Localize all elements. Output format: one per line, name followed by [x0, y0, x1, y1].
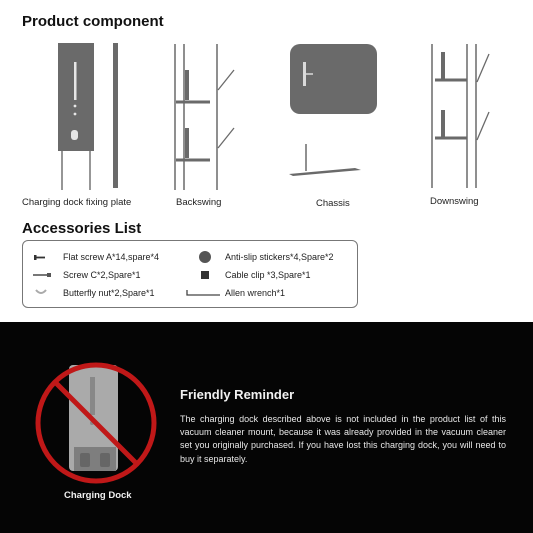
charging-dock-label: Charging Dock — [64, 490, 132, 501]
butterfly-nut-icon — [34, 287, 48, 297]
downswing-illustration — [427, 42, 497, 190]
fixing-plate-illustration — [50, 40, 130, 192]
accessory-anti-slip-stickers: Anti-slip stickers*4,Spare*2 — [225, 252, 334, 262]
friendly-reminder-title: Friendly Reminder — [180, 387, 295, 402]
part-label-downswing: Downswing — [430, 196, 479, 207]
accessory-butterfly-nut: Butterfly nut*2,Spare*1 — [63, 288, 155, 298]
product-component-heading: Product component — [22, 13, 164, 30]
flat-screw-icon — [32, 253, 48, 261]
cable-clip-icon — [199, 269, 211, 281]
chassis-illustration — [285, 40, 385, 180]
accessory-allen-wrench: Allen wrench*1 — [225, 288, 286, 298]
screw-icon — [32, 271, 52, 279]
accessory-cable-clip: Cable clip *3,Spare*1 — [225, 270, 311, 280]
charging-dock-prohibited-illustration — [30, 357, 162, 487]
part-label-backswing: Backswing — [176, 197, 222, 208]
accessory-flat-screw: Flat screw A*14,spare*4 — [63, 252, 160, 262]
anti-slip-sticker-icon — [198, 250, 212, 264]
backswing-illustration — [168, 42, 243, 192]
friendly-reminder-text: The charging dock described above is not included in the product list of this vacuum cleaner mount, because it was already provided in the vacuum cleaner set you originally purchased. If you have lost this charging dock, you will need to buy it separately. — [180, 414, 506, 464]
allen-wrench-icon — [186, 289, 222, 299]
accessory-screw: Screw C*2,Spare*1 — [63, 270, 141, 280]
part-label-fixing-plate: Charging dock fixing plate — [22, 197, 132, 208]
part-label-chassis: Chassis — [316, 198, 350, 209]
accessories-heading: Accessories List — [22, 220, 142, 237]
accessories-list — [22, 240, 358, 308]
